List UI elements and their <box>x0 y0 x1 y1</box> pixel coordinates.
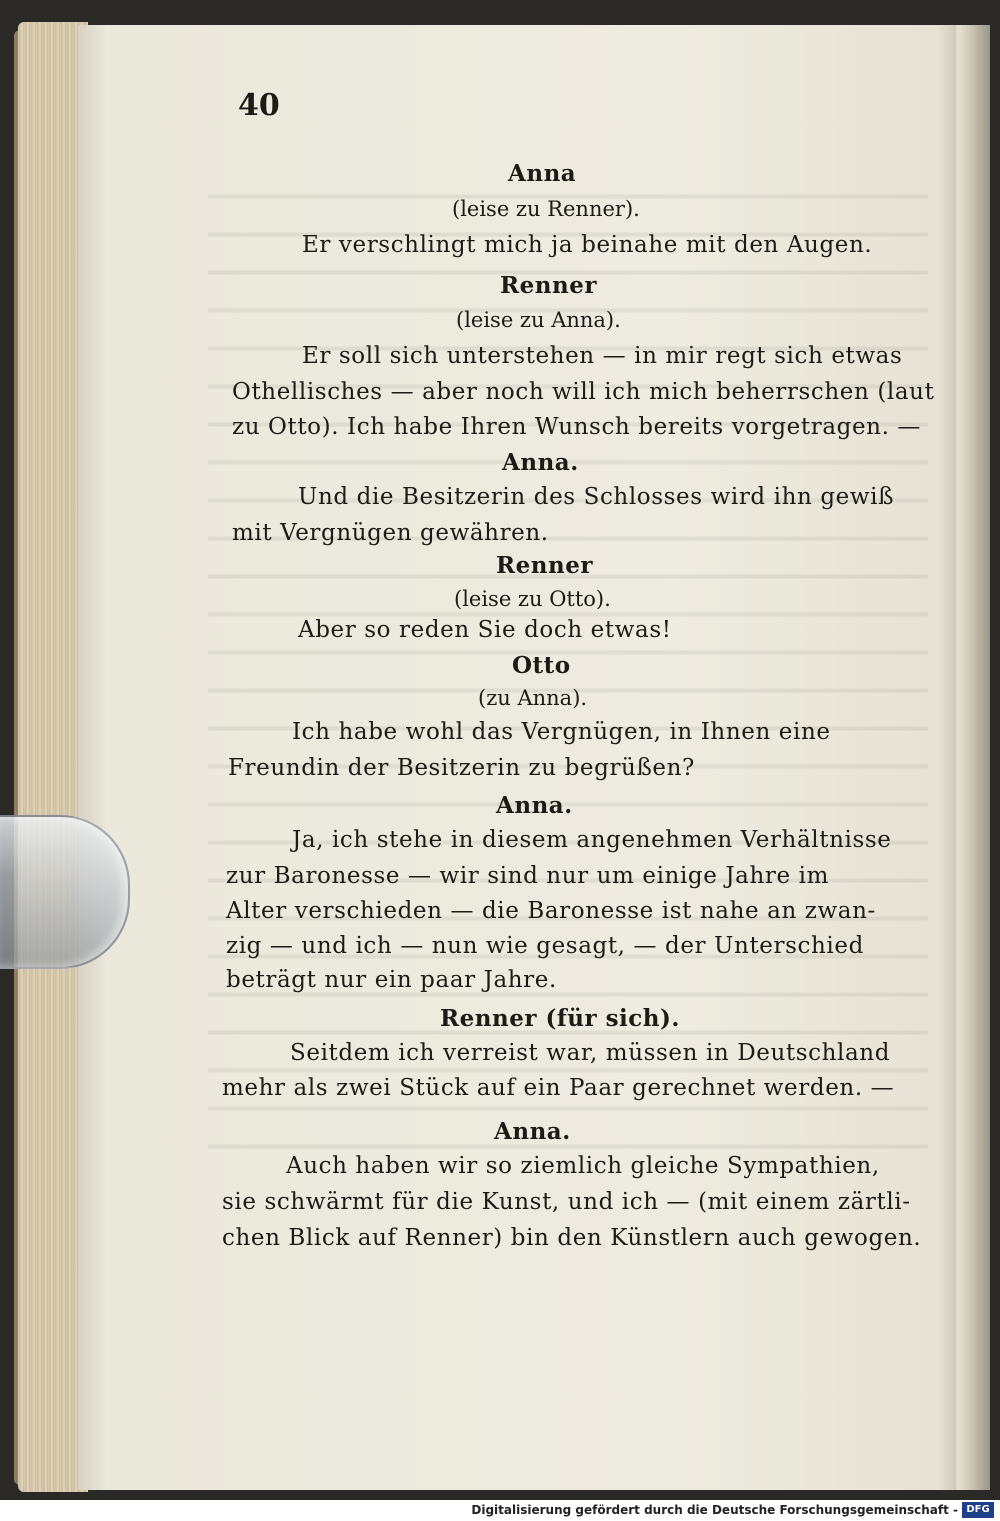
dialogue-line: Ja, ich stehe in diesem angenehmen Verhältnisse <box>292 827 892 853</box>
funding-notice: Digitalisierung gefördert durch die Deutsche Forschungsgemeinschaft - <box>471 1503 958 1517</box>
page-clip <box>0 815 130 969</box>
speaker-name: Anna. <box>496 792 573 819</box>
dialogue-line: beträgt nur ein paar Jahre. <box>226 967 557 993</box>
dialogue-line: chen Blick auf Renner) bin den Künstlern auch gewogen. <box>222 1225 922 1251</box>
dialogue-line: Othellisches — aber noch will ich mich beherrschen (laut <box>232 379 935 405</box>
dfg-logo[interactable]: DFG <box>962 1502 994 1518</box>
dialogue-line: mehr als zwei Stück auf ein Paar gerechnet werden. — <box>222 1075 895 1101</box>
dialogue-line: sie schwärmt für die Kunst, und ich — (mit einem zärtli- <box>222 1189 911 1215</box>
stage-direction: (leise zu Renner). <box>452 197 640 221</box>
speaker-name: Renner <box>496 552 593 579</box>
dialogue-line: Freundin der Besitzerin zu begrüßen? <box>228 755 695 781</box>
dialogue-line: Alter verschieden — die Baronesse ist nahe an zwan- <box>226 898 876 924</box>
speaker-name: Otto <box>512 652 571 679</box>
stage-direction: (leise zu Otto). <box>454 587 611 611</box>
stage-direction: (zu Anna). <box>478 686 588 710</box>
dialogue-line: zu Otto). Ich habe Ihren Wunsch bereits vorgetragen. — <box>232 414 922 440</box>
stage-direction: (leise zu Anna). <box>456 308 621 332</box>
speaker-name: Anna. <box>502 449 579 476</box>
dialogue-line: zur Baronesse — wir sind nur um einige Jahre im <box>226 863 829 889</box>
speaker-name: Renner <box>500 272 597 299</box>
page-number: 40 <box>238 88 280 123</box>
dialogue-line: Aber so reden Sie doch etwas! <box>298 617 672 643</box>
dialogue-line: Seitdem ich verreist war, müssen in Deutschland <box>290 1040 891 1066</box>
speaker-name: Anna. <box>494 1118 571 1145</box>
speaker-name: Anna <box>508 160 577 187</box>
dialogue-line: Auch haben wir so ziemlich gleiche Sympathien, <box>286 1153 880 1179</box>
dialogue-line: Ich habe wohl das Vergnügen, in Ihnen eine <box>292 719 831 745</box>
speaker-name: Renner (für sich). <box>440 1005 680 1032</box>
dialogue-line: Er soll sich unterstehen — in mir regt sich etwas <box>302 343 903 369</box>
facing-page-edge <box>950 25 990 1490</box>
dialogue-line: zig — und ich — nun wie gesagt, — der Unterschied <box>226 933 864 959</box>
dialogue-line: Er verschlingt mich ja beinahe mit den Augen. <box>302 232 873 258</box>
dialogue-line: Und die Besitzerin des Schlosses wird ihn gewiß <box>298 484 895 510</box>
dialogue-line: mit Vergnügen gewähren. <box>232 520 549 546</box>
